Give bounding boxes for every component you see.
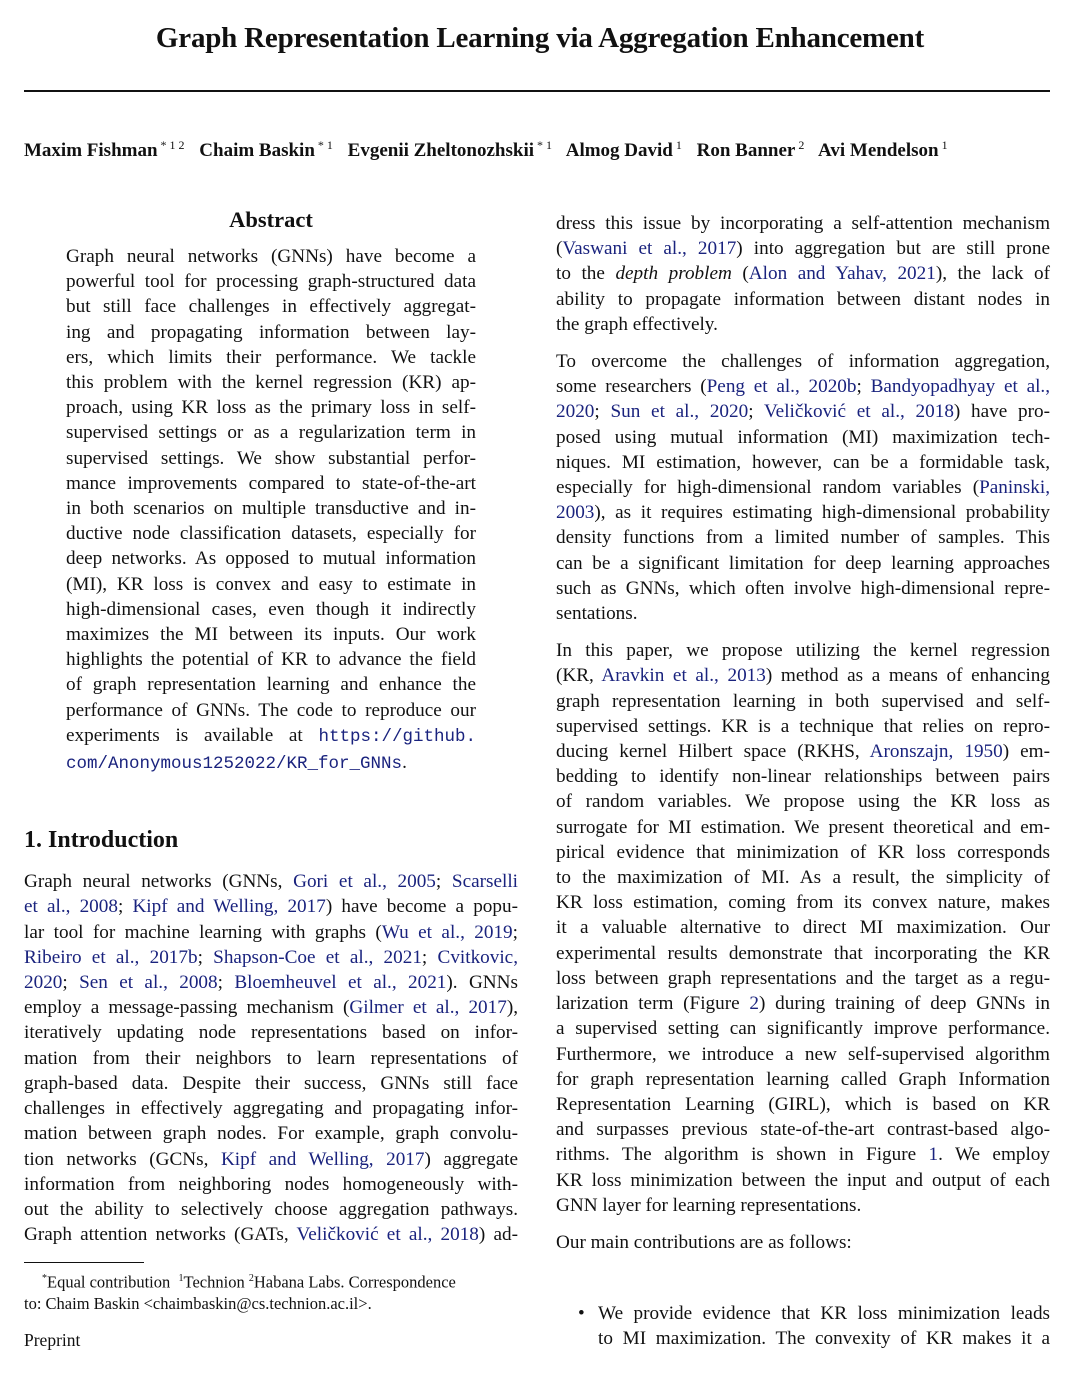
text-line: To overcome the challenges of information aggregation, <box>556 351 1050 373</box>
text-line: to the maximization of MI. As a result, the simplicity of <box>556 867 1050 889</box>
text-line: out the ability to selectively choose aggregation pathways. <box>24 1198 518 1220</box>
intro-paragraph <box>24 869 518 1247</box>
text-line: We provide evidence that KR loss minimization leads <box>598 1303 1050 1325</box>
citation-link[interactable]: Paninski, <box>979 477 1050 499</box>
citation-link[interactable]: Aronszajn, 1950 <box>869 741 1003 763</box>
citation-link[interactable]: Aravkin et al., 2013 <box>601 665 766 687</box>
text-line: density functions from a limited number of samples. This <box>556 527 1050 549</box>
text-line <box>24 945 518 970</box>
text: ( <box>556 238 563 260</box>
preprint-label: Preprint <box>24 1330 81 1350</box>
abstract-line: deep networks. As opposed to mutual information <box>66 548 476 570</box>
abstract-line: supervised settings or as a regularization term in <box>66 422 476 444</box>
abstract-heading: Abstract <box>229 207 313 232</box>
footnote-correspondence: to: Chaim Baskin <chaimbaskin@cs.technion.ac.il>. <box>24 1293 372 1313</box>
abstract-line: this problem with the kernel regression (KR) ap- <box>66 372 476 394</box>
text-line: KR loss estimation, coming from its convex nature, makes <box>556 892 1050 914</box>
text: ; <box>512 921 518 943</box>
citation-link[interactable]: Sen et al., 2008 <box>79 972 218 994</box>
text-line <box>556 236 1050 261</box>
text-line: such as GNNs, which often involve high-dimensional repre- <box>556 577 1050 599</box>
footnote-marker: * <box>42 1273 47 1284</box>
author <box>566 140 682 161</box>
text-line: a supervised setting can significantly improve performance. <box>556 1018 1050 1040</box>
text-line: graph representation learning in both supervised and self- <box>556 690 1050 712</box>
author-list <box>24 138 1064 162</box>
text: ( <box>731 263 749 285</box>
author-affiliation: * 1 <box>537 138 553 152</box>
abstract-line: in both scenarios on multiple transductive and in- <box>66 498 476 520</box>
text-line <box>556 663 1050 688</box>
text: rithms. The algorithm is shown in Figure <box>556 1144 929 1166</box>
text: ) during training of deep GNNs in <box>759 993 1050 1015</box>
figure-ref-link[interactable]: 2 <box>749 993 760 1015</box>
paragraph <box>556 1230 1050 1255</box>
abstract-line: performance of GNNs. The code to reproduce our <box>66 699 476 721</box>
text-line <box>556 399 1050 424</box>
text-line: mation between graph nodes. For example, graph convolu- <box>24 1123 518 1145</box>
abstract-line: but still face challenges in effectively aggregat- <box>66 296 476 318</box>
code-link[interactable]: https://github. <box>318 726 476 747</box>
footnote-rule <box>24 1262 144 1263</box>
text: employ a message-passing mechanism ( <box>24 997 350 1019</box>
code-link[interactable]: com/Anonymous1252022/KR_for_GNNs <box>66 754 403 775</box>
footnote-marker: 2 <box>248 1273 254 1284</box>
text-line: Furthermore, we introduce a new self-supervised algorithm <box>556 1043 1050 1065</box>
title-rule <box>24 90 1050 92</box>
paragraph <box>556 349 1050 626</box>
citation-link[interactable]: Shapson-Coe et al., 2021 <box>213 946 422 968</box>
author <box>199 140 333 161</box>
text-line: Our main contributions are as follows: <box>556 1231 852 1253</box>
footnote-text: Technion <box>183 1272 249 1292</box>
text: larization term (Figure <box>556 993 750 1015</box>
citation-link[interactable]: Sun et al., 2020 <box>610 401 749 423</box>
text-line <box>556 500 1050 525</box>
citation-link[interactable]: Ribeiro et al., 2017b <box>24 946 198 968</box>
author <box>24 140 185 161</box>
text: lar tool for machine learning with graphs ( <box>24 921 382 943</box>
footnote-marker: 1 <box>178 1273 184 1284</box>
text: Graph attention networks (GATs, <box>24 1224 297 1246</box>
author-name: Chaim Baskin <box>199 140 315 162</box>
text-line <box>556 475 1050 500</box>
citation-link[interactable]: Alon and Yahav, 2021 <box>748 263 936 285</box>
text: ; <box>62 972 80 994</box>
citation-link[interactable]: 2020 <box>556 401 595 423</box>
footnote <box>24 1268 518 1314</box>
citation-link[interactable]: Scarselli <box>451 871 518 893</box>
citation-link[interactable]: Gori et al., 2005 <box>293 871 436 893</box>
text-line: posed using mutual information (MI) maximization tech- <box>556 426 1050 448</box>
text: ) aggregate <box>424 1148 518 1170</box>
author-affiliation: 2 <box>798 138 805 152</box>
text-line: Representation Learning (GIRL), which is based on KR <box>556 1093 1050 1115</box>
text-line: graph-based data. Despite their success, GNNs still face <box>24 1072 518 1094</box>
text-line: loss between graph representations and the target as a regu- <box>556 967 1050 989</box>
text: . We employ <box>938 1144 1050 1166</box>
contribution-bullet <box>556 1301 1050 1351</box>
author <box>818 140 948 161</box>
text-line <box>556 261 1050 286</box>
abstract-line: maximizes the MI between its inputs. Our work <box>66 624 476 646</box>
author <box>348 140 552 161</box>
text-line: of random variables. We propose using the KR loss as <box>556 791 1050 813</box>
section-heading-introduction: 1. Introduction <box>24 827 179 854</box>
citation-link[interactable]: Kipf and Welling, 2017 <box>220 1148 425 1170</box>
abstract-line: ers, which limits their performance. We tackle <box>66 346 476 368</box>
text: to the <box>556 263 616 285</box>
text: ) into aggregation but are still prone <box>736 238 1050 260</box>
citation-link[interactable]: Bandyopadhyay et al., <box>870 376 1051 398</box>
author-name: Almog David <box>565 140 673 162</box>
bullet-icon: • <box>578 1303 585 1325</box>
footnote-text: Equal contribution <box>47 1272 171 1292</box>
citation-link[interactable]: Veličković et al., 2018 <box>296 1224 479 1246</box>
abstract-line: proach, using KR loss as the primary loss in self- <box>66 397 476 419</box>
left-column <box>24 206 518 1247</box>
text-line: iteratively updating node representations based on infor- <box>24 1022 518 1044</box>
author-affiliation: * 1 2 <box>160 138 185 152</box>
author <box>697 140 805 161</box>
abstract-line: Graph neural networks (GNNs) have become a <box>66 246 476 267</box>
abstract-line <box>66 750 476 777</box>
text-line: dress this issue by incorporating a self-attention mechanism <box>556 213 1050 234</box>
text-line: the graph effectively. <box>556 313 718 335</box>
text-line <box>556 374 1050 399</box>
author-name: Avi Mendelson <box>818 140 939 162</box>
paragraph <box>556 638 1050 1218</box>
text: some researchers ( <box>556 376 707 398</box>
text: ) have pro- <box>953 401 1050 423</box>
text-line: In this paper, we propose utilizing the kernel regression <box>556 640 1050 662</box>
abstract-line: highlights the potential of KR to advance the field <box>66 649 476 671</box>
abstract-line: powerful tool for processing graph-structured data <box>66 271 476 293</box>
text: ; <box>856 376 871 398</box>
author-affiliation: * 1 <box>317 138 333 152</box>
text: ; <box>421 946 438 968</box>
paragraph <box>556 211 1050 337</box>
citation-link[interactable]: Wu et al., 2019 <box>381 921 513 943</box>
text: ). GNNs <box>446 972 518 994</box>
text-line: and surpasses previous state-of-the-art contrast-based algo- <box>556 1119 1050 1141</box>
author-affiliation: 1 <box>675 138 682 152</box>
citation-link[interactable]: Kipf and Welling, 2017 <box>132 896 326 918</box>
author-name: Evgenii Zheltonozhskii <box>347 140 535 162</box>
paper-title: Graph Representation Learning via Aggregation Enhancement <box>155 22 925 54</box>
text-line <box>24 869 518 894</box>
text: ) ad- <box>478 1224 519 1246</box>
text: ; <box>197 946 214 968</box>
citation-link[interactable]: Bloemheuvel et al., 2021 <box>234 972 447 994</box>
emphasis-text: depth problem <box>615 263 732 285</box>
text-line <box>24 1147 518 1172</box>
abstract-line: (MI), KR loss is convex and easy to estimate in <box>66 573 476 595</box>
citation-link[interactable]: 2020 <box>24 972 63 994</box>
text-line <box>24 995 518 1020</box>
text-line <box>556 739 1050 764</box>
text: ; <box>748 401 764 423</box>
text-line <box>24 920 518 945</box>
text: ), as it requires estimating high-dimensional probability <box>594 502 1050 524</box>
text: especially for high-dimensional random variables ( <box>556 477 980 499</box>
text: ) have become a popu- <box>325 896 518 918</box>
text: ; <box>217 972 235 994</box>
right-column <box>556 211 1050 1352</box>
punctuation: . <box>402 752 407 774</box>
abstract-line: high-dimensional cases, even though it indirectly <box>66 598 476 620</box>
text: ), the lack of <box>935 263 1050 285</box>
abstract-line: of graph representation learning and enhance the <box>66 674 476 696</box>
text: ) method as a means of enhancing <box>765 665 1050 687</box>
citation-link[interactable]: Vaswani et al., 2017 <box>562 238 737 260</box>
text-line: GNN layer for learning representations. <box>556 1194 862 1216</box>
citation-link[interactable]: et al., 2008 <box>24 896 118 918</box>
text: tion networks (GCNs, <box>24 1148 221 1170</box>
abstract-line: ductive node classification datasets, especially for <box>66 523 476 545</box>
text-line: information from neighboring nodes homogeneously with- <box>24 1173 518 1195</box>
text-line: to MI maximization. The convexity of KR makes it a <box>598 1328 1050 1350</box>
text-line <box>556 991 1050 1016</box>
text-line <box>24 1222 518 1247</box>
text: Graph neural networks (GNNs, <box>24 871 294 893</box>
text: ), <box>506 997 519 1019</box>
citation-link[interactable]: 2003 <box>556 502 595 524</box>
author-affiliation: 1 <box>941 138 948 152</box>
text-line: challenges in effectively aggregating and propagating infor- <box>24 1098 518 1120</box>
citation-link[interactable]: Cvitkovic, <box>437 946 518 968</box>
citation-link[interactable]: Peng et al., 2020b <box>706 376 857 398</box>
text-line: mation from their neighbors to learn representations of <box>24 1047 518 1069</box>
text: (KR, <box>556 665 602 687</box>
text-line: surrogate for MI estimation. We present theoretical and em- <box>556 816 1050 838</box>
text: ; <box>435 871 452 893</box>
code-prefix: experiments is available at <box>66 724 319 746</box>
footnote-text: Habana Labs. Correspondence <box>253 1272 456 1292</box>
abstract-line: mance improvements compared to state-of-the-art <box>66 472 476 494</box>
text-line: can be a significant limitation for deep learning approaches <box>556 552 1050 574</box>
text-line: supervised settings. KR is a technique that relies on repro- <box>556 715 1050 737</box>
text-line: niques. MI estimation, however, can be a formidable task, <box>556 451 1050 473</box>
citation-link[interactable]: Veličković et al., 2018 <box>763 401 954 423</box>
text-line <box>24 894 518 919</box>
text-line: sentations. <box>556 603 638 625</box>
author-name: Maxim Fishman <box>24 140 158 162</box>
citation-link[interactable]: Gilmer et al., 2017 <box>349 997 507 1019</box>
author-name: Ron Banner <box>696 140 796 162</box>
abstract-line: supervised settings. We show substantial perfor- <box>66 447 476 469</box>
text-line: it a valuable alternative to direct MI maximization. Our <box>556 917 1050 939</box>
text-line: for graph representation learning called Graph Information <box>556 1068 1050 1090</box>
abstract-body <box>66 244 476 777</box>
text: ducing kernel Hilbert space (RKHS, <box>556 741 870 763</box>
text-line <box>556 1142 1050 1167</box>
text: ) em- <box>1002 741 1050 763</box>
text-line <box>24 970 518 995</box>
figure-ref-link[interactable]: 1 <box>928 1144 939 1166</box>
text-line: ability to propagate information between distant nodes in <box>556 288 1050 310</box>
text-line: KR loss minimization between the input and output of each <box>556 1169 1050 1191</box>
abstract-line: ing and propagating information between lay- <box>66 321 476 343</box>
text: ; <box>117 896 133 918</box>
text: ; <box>594 401 611 423</box>
text-line: bedding to identify non-linear relationships between pairs <box>556 766 1050 788</box>
abstract-line <box>66 723 476 750</box>
text-line: pirical evidence that minimization of KR loss corresponds <box>556 841 1050 863</box>
text-line: experimental results demonstrate that incorporating the KR <box>556 942 1050 964</box>
